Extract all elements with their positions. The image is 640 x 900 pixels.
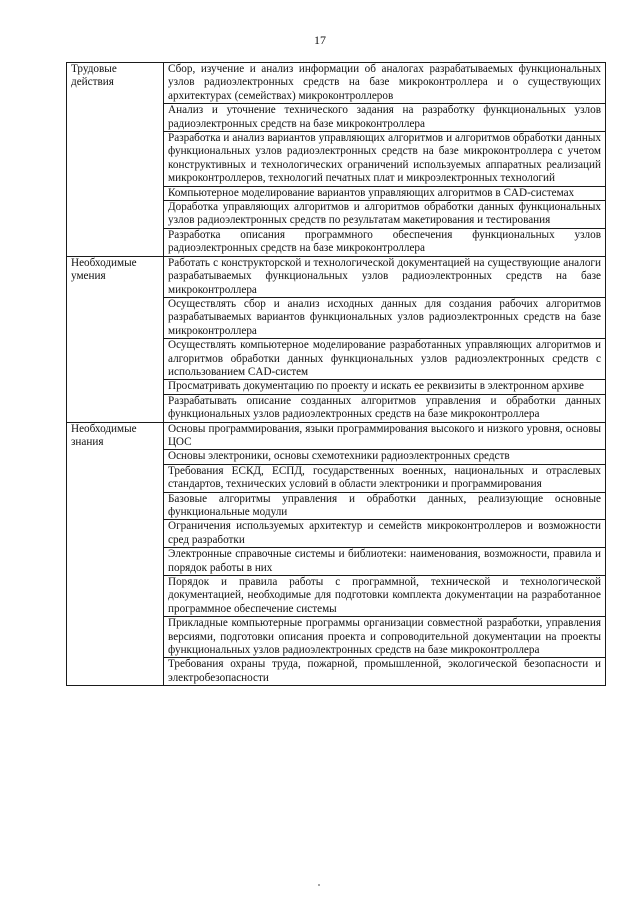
table-cell: Просматривать документацию по проекту и искать ее реквизиты в электронном архиве — [164, 380, 606, 394]
scan-speck — [318, 884, 320, 886]
table-cell: Разработка и анализ вариантов управляющих алгоритмов и алгоритмов обработки данных функциональных узлов радиоэлектронных средств на базе микроконтроллера с учетом конструктивных и технологических ограничений используемых аппаратных реализаций микроконтроллеров, технологий печатных плат и микроэлектронных технологий — [164, 132, 606, 187]
table-cell: Требования охраны труда, пожарной, промышленной, экологической безопасности и электробезопасности — [164, 658, 606, 686]
table-cell: Осуществлять компьютерное моделирование разработанных управляющих алгоритмов и алгоритмов обработки данных функциональных узлов радиоэлектронных средств с использованием CAD-систем — [164, 339, 606, 380]
table-cell: Анализ и уточнение технического задания на разработку функциональных узлов радиоэлектронных средств на базе микроконтроллера — [164, 104, 606, 132]
section-label-required-knowledge: Необходимые знания — [67, 422, 164, 686]
section-label-labor-actions: Трудовые действия — [67, 63, 164, 257]
requirements-table — [66, 62, 606, 686]
table-row — [67, 63, 606, 104]
table-cell: Базовые алгоритмы управления и обработки данных, реализующие основные функциональные модули — [164, 492, 606, 520]
table-cell: Основы электроники, основы схемотехники радиоэлектронных средств — [164, 450, 606, 464]
table-row — [67, 422, 606, 450]
table-cell: Основы программирования, языки программирования высокого и низкого уровня, основы ЦОС — [164, 422, 606, 450]
table-cell: Работать с конструкторской и технологической документацией на существующие аналоги разрабатываемых функциональных узлов радиоэлектронных средств на базе микроконтроллера — [164, 256, 606, 297]
table-row — [67, 256, 606, 297]
table-cell: Разработка описания программного обеспечения функциональных узлов радиоэлектронных средств на базе микроконтроллера — [164, 228, 606, 256]
table-cell: Требования ЕСКД, ЕСПД, государственных военных, национальных и отраслевых стандартов, технических условий в области электроники и программирования — [164, 464, 606, 492]
table-cell: Осуществлять сбор и анализ исходных данных для создания рабочих алгоритмов разрабатываемых вариантов функциональных узлов радиоэлектронных средств на базе микроконтроллера — [164, 297, 606, 338]
table-cell: Порядок и правила работы с программной, технической и технологической документацией, необходимые для подготовки комплекта документации на разработанное программное обеспечение системы — [164, 576, 606, 617]
table-cell: Электронные справочные системы и библиотеки: наименования, возможности, правила и порядок работы в них — [164, 548, 606, 576]
table-cell: Ограничения используемых архитектур и семейств микроконтроллеров и возможности сред разработки — [164, 520, 606, 548]
table-cell: Сбор, изучение и анализ информации об аналогах разрабатываемых функциональных узлов радиоэлектронных средств на базе микроконтроллера и о существующих архитектурах (семействах) микроконтроллеров — [164, 63, 606, 104]
section-label-required-skills: Необходимые умения — [67, 256, 164, 422]
table-cell: Прикладные компьютерные программы организации совместной разработки, управления версиями, подготовки описания проекта и сопроводительной документации на проекты функциональных узлов радиоэлектронных средств на базе микроконтроллера — [164, 617, 606, 658]
table-cell: Разрабатывать описание созданных алгоритмов управления и обработки данных функциональных узлов радиоэлектронных средств на базе микроконтроллера — [164, 394, 606, 422]
table-cell: Компьютерное моделирование вариантов управляющих алгоритмов в CAD-системах — [164, 186, 606, 200]
table-cell: Доработка управляющих алгоритмов и алгоритмов обработки данных функциональных узлов радиоэлектронных средств по результатам макетирования и тестирования — [164, 201, 606, 229]
page-number: 17 — [314, 33, 326, 47]
